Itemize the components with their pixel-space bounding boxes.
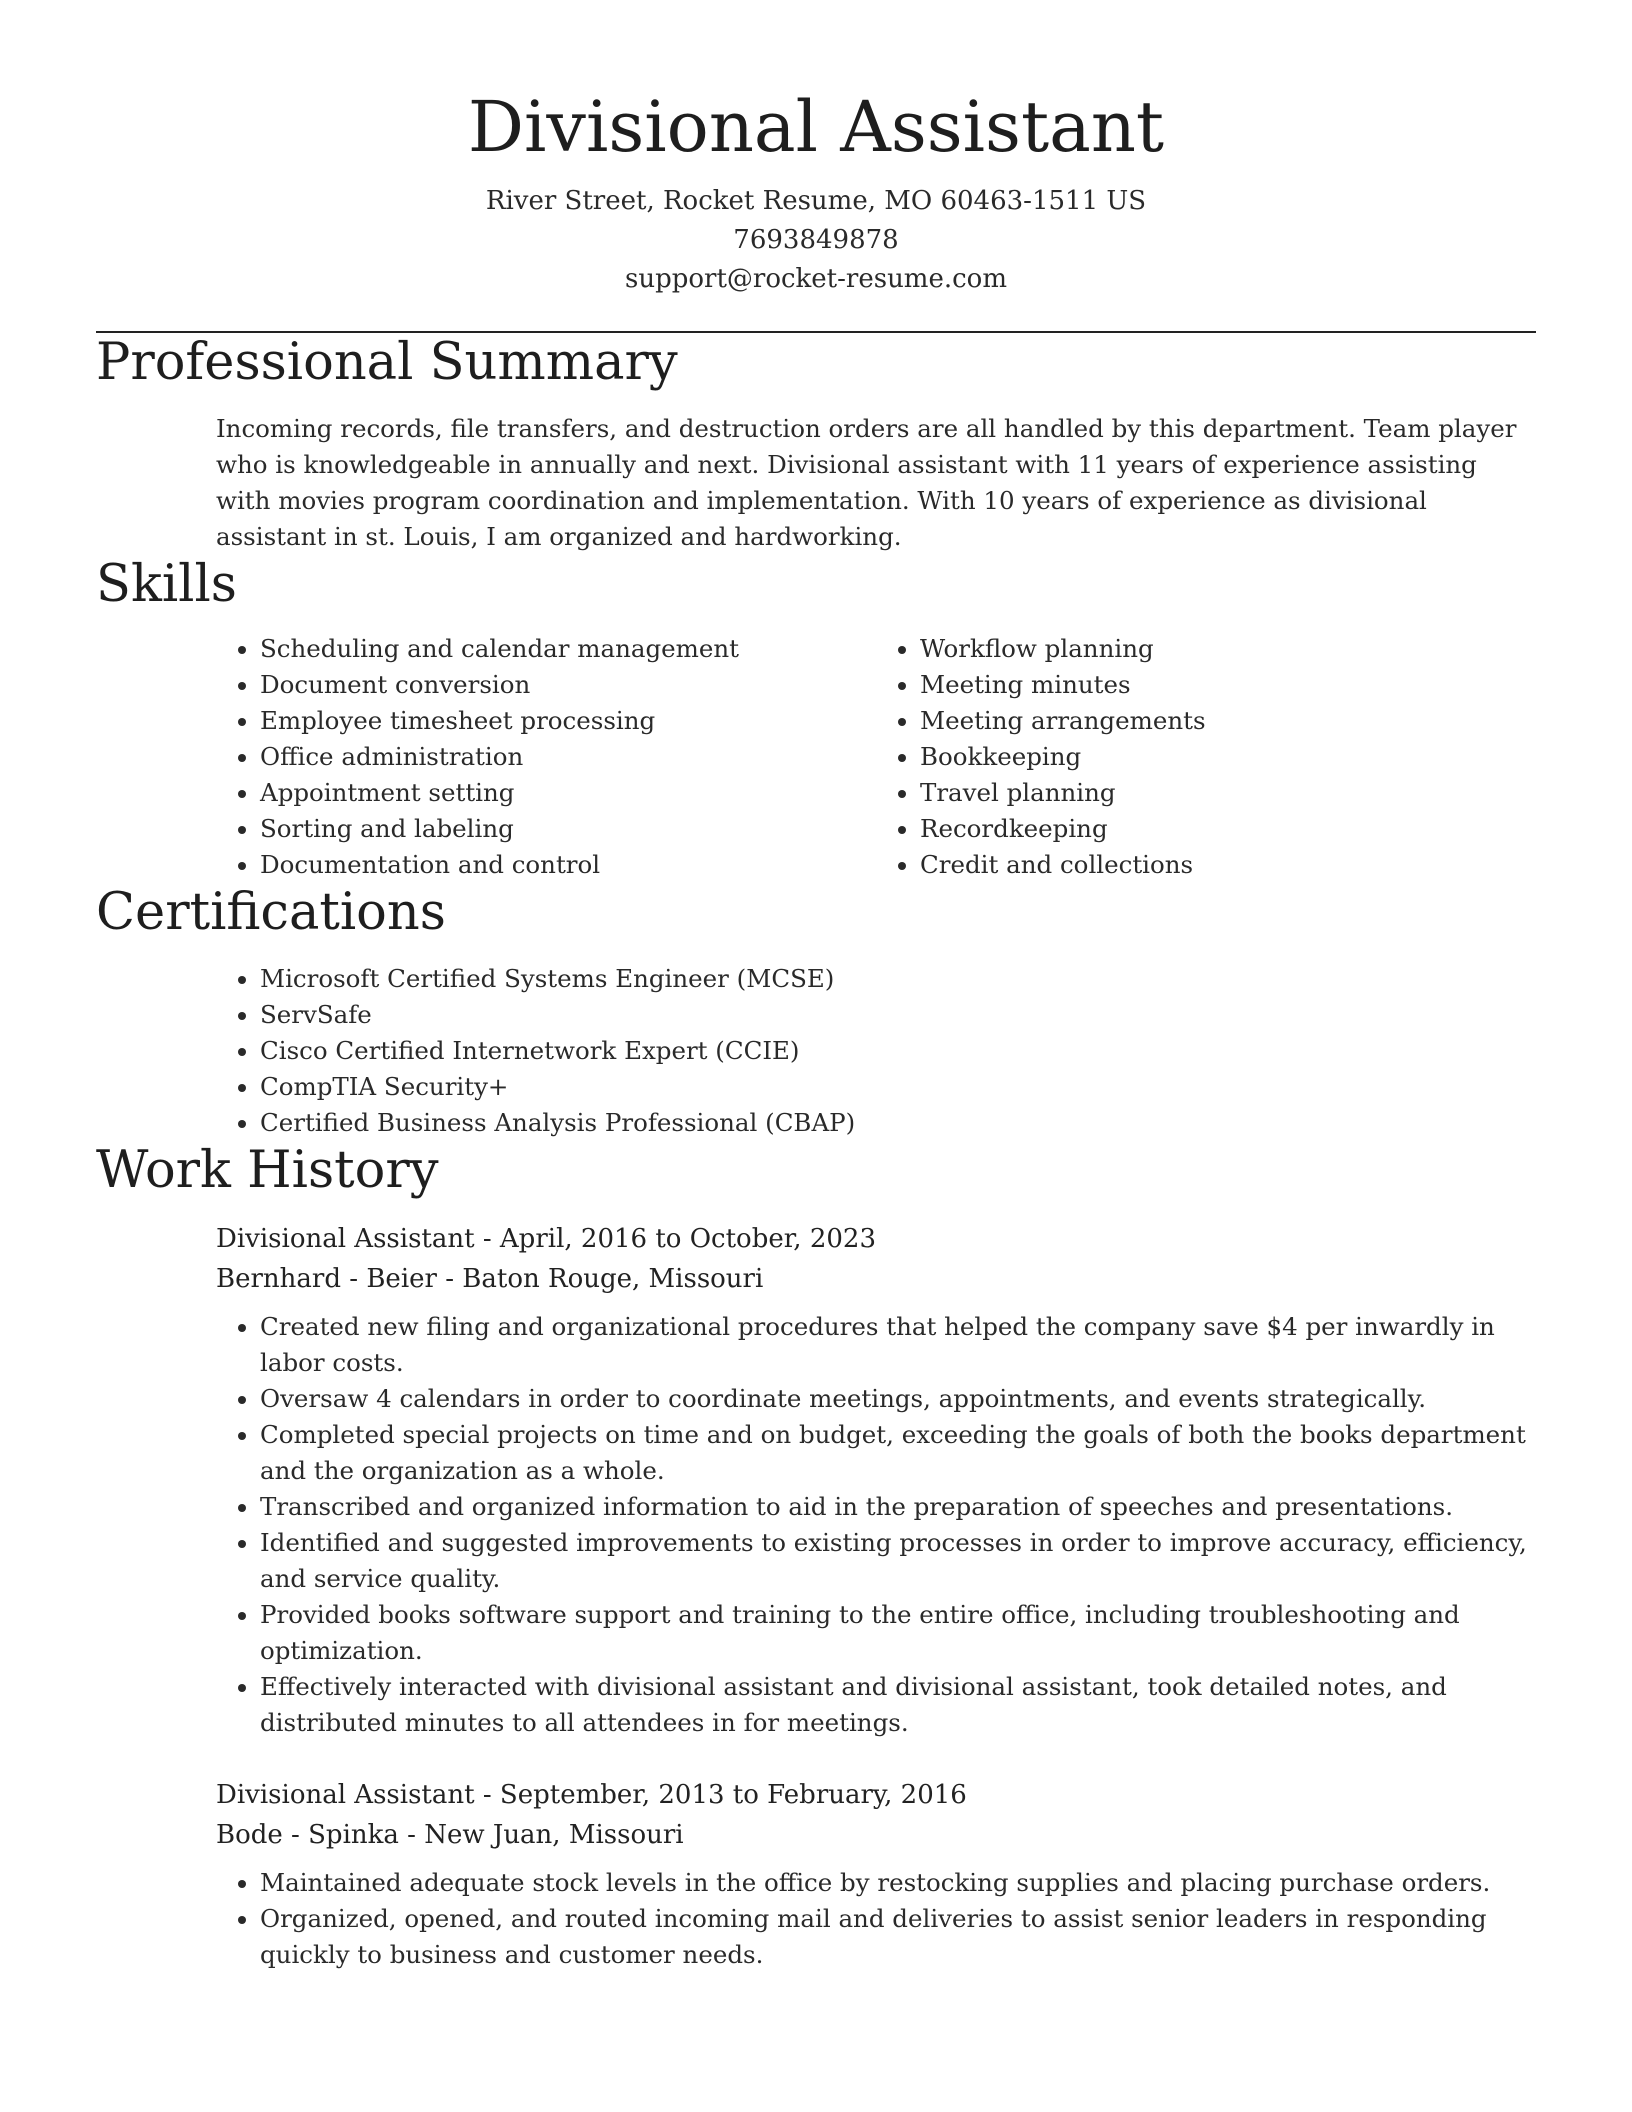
company-name-a: Bode [216,1820,283,1850]
job-dates: April, 2016 to October, 2023 [499,1224,876,1254]
list-item: • Cisco Certified Internetwork Expert (CCIE) [260,1033,1536,1069]
contact-block [96,182,1536,299]
list-item: • Created new filing and organizational procedures that helped the company save $4 per inwardly in labor costs. [260,1309,1536,1381]
phone: 7693849878 [733,225,899,255]
list-item: • Oversaw 4 calendars in order to coordinate meetings, appointments, and events strategically. [260,1381,1536,1417]
list-item: • Employee timesheet processing [260,703,876,739]
list-item: • Travel planning [920,775,1536,811]
summary-text: Incoming records, file transfers, and destruction orders are all handled by this department. Team player who is knowledgeable in annually and next. Divisional assistant with 11 years of experience assisting with movies program coordination and implementation. With 10 years of experience as divisional assistant in st. Louis, I am organized and hardworking. [216,414,1517,551]
list-item: • Meeting arrangements [920,703,1536,739]
list-item: • CompTIA Security+ [260,1069,1536,1105]
certifications-list [216,961,1536,1141]
list-item: • Documentation and control [260,847,876,883]
skills-list [216,631,1536,883]
job-dates: September, 2013 to February, 2016 [499,1780,967,1810]
list-item: • Organized, opened, and routed incoming mail and deliveries to assist senior leaders in responding quickly to business and customer needs. [260,1901,1536,1973]
list-item: • Completed special projects on time and on budget, exceeding the goals of both the books department and the organization as a whole. [260,1417,1536,1489]
list-item: • Recordkeeping [920,811,1536,847]
job-company-line: Bode - Spinka - New Juan, Missouri [216,1820,684,1850]
job-location: New Juan, Missouri [424,1820,684,1850]
skills-column-left [216,631,876,883]
job-title: Divisional Assistant [216,1224,475,1254]
company-name-b: Beier [366,1264,437,1294]
candidate-name: Divisional Assistant [467,86,1165,168]
list-item: • Workflow planning [920,631,1536,667]
list-item: • Effectively interacted with divisional assistant and divisional assistant, took detailed notes, and distributed minutes to all attendees in for meetings. [260,1669,1536,1741]
job-bullets [216,1309,1536,1741]
address: River Street, Rocket Resume, MO 60463-1511 US [485,186,1147,216]
job-location: Baton Rouge, Missouri [462,1264,764,1294]
list-item: • Identified and suggested improvements to existing processes in order to improve accuracy, efficiency, and service quality. [260,1525,1536,1597]
list-item: • Appointment setting [260,775,876,811]
list-item: • Office administration [260,739,876,775]
job-entry [216,1219,1536,1741]
job-bullets [216,1865,1536,1973]
list-item: • Meeting minutes [920,667,1536,703]
list-item: • Document conversion [260,667,876,703]
certifications-heading: Certifications [96,883,446,942]
email: support@rocket-resume.com [624,264,1007,294]
skills-column-right [876,631,1536,883]
company-name-b: Spinka [308,1820,399,1850]
list-item: • ServSafe [260,997,1536,1033]
list-item: • Maintained adequate stock levels in the office by restocking supplies and placing purchase orders. [260,1865,1536,1901]
job-title-line: Divisional Assistant - April, 2016 to October, 2023 [216,1224,876,1254]
company-name-a: Bernhard [216,1264,341,1294]
work-history-heading: Work History [96,1141,439,1200]
list-item: • Microsoft Certified Systems Engineer (MCSE) [260,961,1536,997]
list-item: • Sorting and labeling [260,811,876,847]
job-title: Divisional Assistant [216,1780,475,1810]
list-item: • Certified Business Analysis Professional (CBAP) [260,1105,1536,1141]
summary-heading: Professional Summary [96,333,678,392]
job-entry [216,1775,1536,1973]
list-item: • Bookkeeping [920,739,1536,775]
list-item: • Scheduling and calendar management [260,631,876,667]
job-title-line: Divisional Assistant - September, 2013 to February, 2016 [216,1780,967,1810]
certifications-items [216,961,1536,1141]
job-company-line: Bernhard - Beier - Baton Rouge, Missouri [216,1264,764,1294]
list-item: • Transcribed and organized information to aid in the preparation of speeches and presentations. [260,1489,1536,1525]
list-item: • Credit and collections [920,847,1536,883]
list-item: • Provided books software support and training to the entire office, including troubleshooting and optimization. [260,1597,1536,1669]
skills-heading: Skills [96,555,237,614]
